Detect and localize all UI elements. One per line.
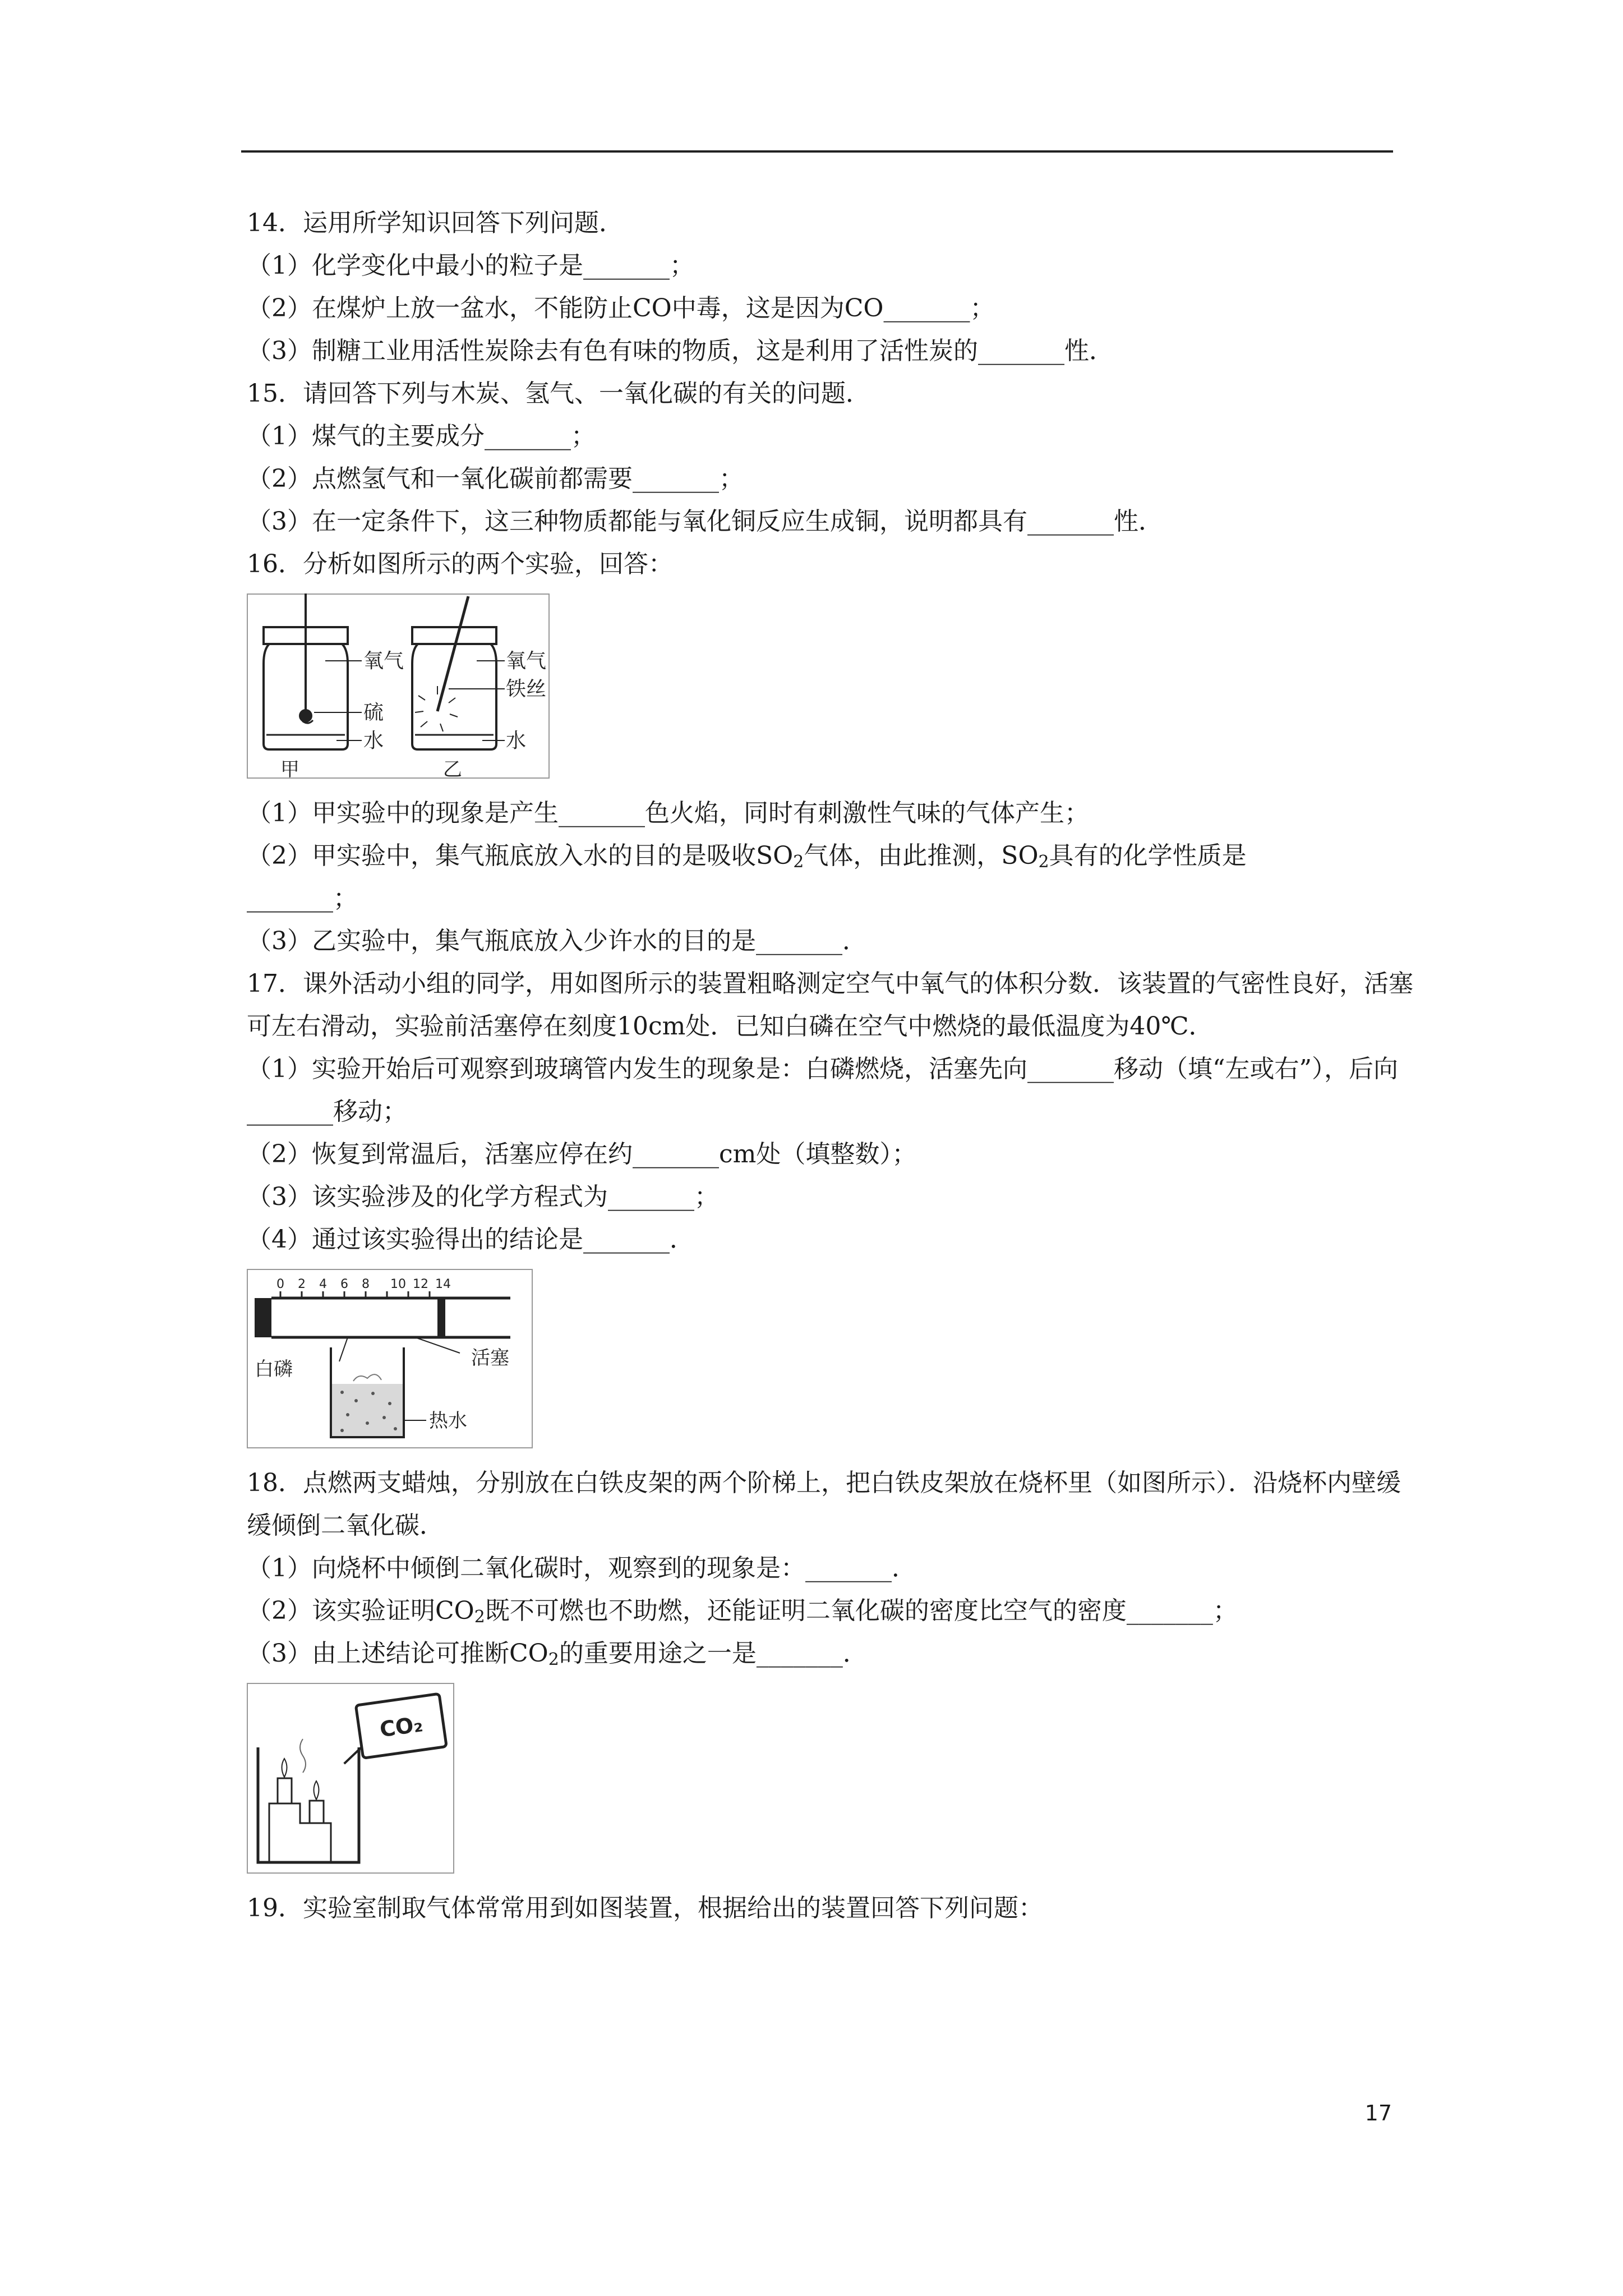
q15-part2: （2）点燃氢气和一氧化碳前都需要_______；: [247, 464, 744, 493]
q16-part3: （3）乙实验中，集气瓶底放入少许水的目的是_______．: [247, 927, 867, 955]
q16-part2-text-c: 具有的化学性质是: [1049, 841, 1247, 870]
q18-part2-sub: 2: [474, 1607, 485, 1627]
q16-part2-cont: _______；: [247, 884, 358, 913]
q18-part2: [247, 1590, 1419, 1632]
tick-6: 6: [340, 1277, 348, 1291]
q14-part1: （1）化学变化中最小的粒子是_______；: [247, 251, 694, 280]
phosphorus-tube-diagram: [247, 1269, 533, 1448]
label-hot-water: 热水: [429, 1410, 467, 1432]
candle-co2-diagram: [247, 1683, 454, 1874]
jar-iron-wire: [412, 596, 546, 779]
candle-low: [310, 1801, 324, 1823]
label-piston: 活塞: [471, 1347, 509, 1369]
q17-part1: （1）实验开始后可观察到玻璃管内发生的现象是：白磷燃烧，活塞先向_______移动（填“左或右”），后向_______移动；: [247, 1055, 1398, 1126]
co2-bottle: [336, 1694, 447, 1764]
q18-part2-text-b: 既不可燃也不助燃，还能证明二氧化碳的密度比空气的密度_______；: [485, 1596, 1238, 1625]
tick-2: 2: [298, 1277, 306, 1291]
jar-sulfur: [264, 593, 404, 779]
bottle-label: CO₂: [378, 1711, 425, 1742]
jar2-label-iron-wire: 铁丝: [506, 678, 547, 701]
q16-part2-sub2: 2: [1038, 852, 1049, 872]
jar1-caption: 甲: [280, 758, 299, 779]
jar2-label-water: 水: [506, 729, 527, 752]
q19-title: 19．实验室制取气体常常用到如图装置，根据给出的装置回答下列问题：: [247, 1894, 1043, 1922]
jar1-label-sulfur: 硫: [363, 701, 384, 724]
q18-part1: （1）向烧杯中倾倒二氧化碳时，观察到的现象是：_______．: [247, 1554, 916, 1582]
piston: [437, 1298, 445, 1337]
candle-high: [278, 1778, 292, 1803]
jar2-label-oxygen: 氧气: [506, 650, 547, 673]
q18-part3-text-a: （3）由上述结论可推断CO: [247, 1639, 548, 1668]
document-body: [247, 202, 1419, 1930]
q16-part2: [247, 835, 1419, 877]
q18-part3-text-b: 的重要用途之一是_______．: [559, 1639, 868, 1668]
q16-figure: [247, 593, 1419, 779]
jar1-label-water: 水: [363, 729, 384, 752]
q16-part1: （1）甲实验中的现象是产生_______色火焰，同时有刺激性气味的气体产生；: [247, 799, 1089, 827]
combustion-jars-diagram: [247, 593, 550, 779]
header-rule: [241, 150, 1393, 153]
tick-14: 14: [435, 1277, 451, 1291]
q14-part2: （2）在煤炉上放一盆水，不能防止CO中毒，这是因为CO_______；: [247, 294, 995, 323]
q15-title: 15．请回答下列与木炭、氢气、一氧化碳的有关的问题．: [247, 379, 870, 408]
q17-title: 17．课外活动小组的同学，用如图所示的装置粗略测定空气中氧气的体积分数．该装置的气密性良好，活塞可左右滑动，实验前活塞停在刻度10cm处．已知白磷在空气中燃烧的最低温度为40℃．: [247, 969, 1413, 1041]
q18-part3: [247, 1632, 1419, 1675]
q16-part2-sub1: 2: [793, 852, 804, 872]
q14-part3: （3）制糖工业用活性炭除去有色有味的物质，这是利用了活性炭的_______性．: [247, 337, 1114, 365]
q18-figure: [247, 1683, 1419, 1874]
q17-figure: [247, 1269, 1419, 1448]
tick-8: 8: [362, 1277, 370, 1291]
tick-0: 0: [276, 1277, 284, 1291]
q18-part2-text-a: （2）该实验证明CO: [247, 1596, 474, 1625]
q15-part1: （1）煤气的主要成分_______；: [247, 422, 596, 450]
q14-title: 14．运用所学知识回答下列问题．: [247, 209, 624, 237]
q16-part2-text-a: （2）甲实验中，集气瓶底放入水的目的是吸收SO: [247, 841, 794, 870]
tick-10: 10: [390, 1277, 406, 1291]
jar2-caption: 乙: [443, 758, 462, 779]
label-phosphorus: 白磷: [255, 1358, 293, 1381]
tick-12: 12: [413, 1277, 428, 1291]
q18-title: 18．点燃两支蜡烛，分别放在白铁皮架的两个阶梯上，把白铁皮架放在烧杯里（如图所示）．沿烧杯内壁缓缓倾倒二氧化碳．: [247, 1469, 1401, 1540]
rubber-stopper: [255, 1298, 271, 1337]
q17-part3: （3）该实验涉及的化学方程式为_______；: [247, 1182, 719, 1211]
tin-stand: [269, 1803, 331, 1862]
tick-4: 4: [319, 1277, 327, 1291]
q16-part2-text-b: 气体，由此推测，SO: [804, 841, 1039, 870]
q17-part2: （2）恢复到常温后，活塞应停在约_______cm处（填整数）；: [247, 1140, 917, 1168]
beaker: [258, 1747, 359, 1862]
jar1-label-oxygen: 氧气: [363, 650, 404, 673]
page-number: 17: [1364, 2101, 1392, 2125]
q17-part4: （4）通过该实验得出的结论是_______．: [247, 1225, 694, 1254]
q16-title: 16．分析如图所示的两个实验，回答：: [247, 550, 673, 578]
q18-part3-sub: 2: [548, 1650, 559, 1669]
q15-part3: （3）在一定条件下，这三种物质都能与氧化铜反应生成铜，说明都具有_______性．: [247, 507, 1163, 536]
